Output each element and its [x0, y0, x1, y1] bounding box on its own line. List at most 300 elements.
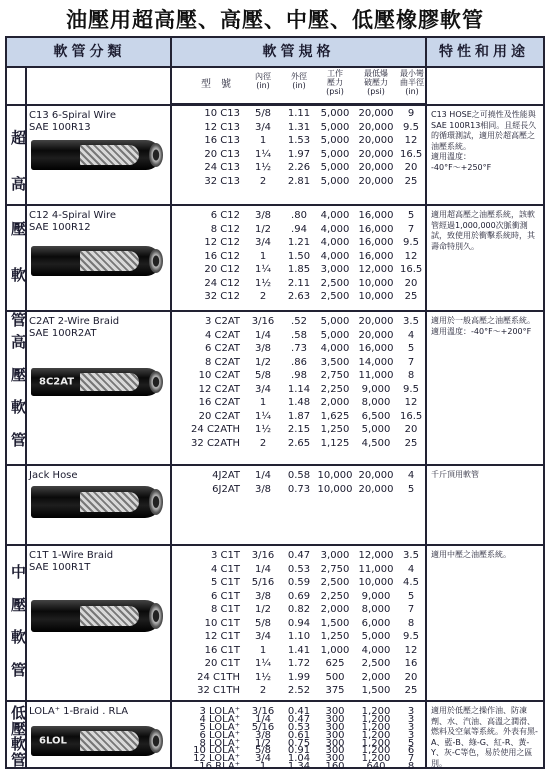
cell-od: 2.52	[287, 685, 311, 696]
cell-model: 10 LOLA⁺	[193, 745, 240, 757]
hose-braid	[80, 251, 139, 270]
hose-braid	[80, 731, 139, 750]
table-row	[172, 631, 425, 643]
hose-print-mark: 6LOL	[39, 735, 67, 747]
cell-model: 32 C1TH	[197, 685, 240, 696]
table-row	[172, 761, 425, 773]
cell-id: 1/4	[254, 470, 272, 481]
cell-model: 16 C2AT	[198, 397, 240, 408]
cell-id: 1¼	[254, 410, 272, 422]
cell-od: .58	[291, 329, 307, 341]
cell-od: 2.15	[287, 424, 311, 435]
table-row	[172, 672, 425, 684]
cell-id: 1/4	[254, 563, 272, 575]
cell-wp: 300	[325, 721, 345, 733]
cell-wp: 5,000	[320, 175, 350, 187]
table-row	[172, 645, 425, 657]
cell-bend: 25	[404, 685, 418, 696]
cell-od: 0.91	[287, 745, 311, 757]
cell-bp: 20,000	[358, 108, 394, 119]
cell-model: 6 LOLA⁺	[199, 729, 240, 741]
cell-wp: 1,000	[320, 644, 350, 656]
cell-wp: 10,000	[317, 470, 353, 481]
cell-bp: 4,500	[361, 437, 391, 449]
cell-id: 3/16	[251, 706, 275, 717]
cell-wp: 2,500	[320, 577, 350, 588]
cell-bp: 640	[366, 761, 386, 773]
cell-bend: 4.5	[403, 577, 419, 588]
cell-bend: 4	[407, 563, 415, 575]
cell-wp: 3,000	[320, 264, 350, 275]
cell-id: 3/4	[254, 383, 272, 395]
table-row	[172, 685, 425, 697]
hose-end	[149, 143, 163, 167]
cell-id: 3/4	[254, 237, 272, 248]
cell-model: 6 C12	[210, 210, 240, 221]
cell-bend: 3	[407, 721, 415, 733]
cell-bp: 1,200	[361, 753, 391, 765]
table-row	[172, 370, 425, 382]
cell-id: 1/4	[254, 713, 272, 725]
cell-model: 6 C1T	[211, 590, 240, 602]
cell-model: 5 LOLA⁺	[199, 721, 240, 733]
cell-id: 1	[259, 250, 267, 262]
spec-rows	[172, 106, 425, 206]
cell-bend: 12	[404, 135, 418, 146]
cell-od: 1.99	[287, 671, 311, 683]
cell-od: 0.47	[287, 713, 311, 725]
cell-bp: 12,000	[358, 264, 394, 275]
table-row	[172, 384, 425, 396]
hose-image	[31, 246, 161, 276]
cell-od: 1.34	[287, 761, 311, 773]
cell-od: .86	[291, 356, 307, 368]
cell-bend: 3	[407, 706, 415, 717]
cell-wp: 2,750	[320, 563, 350, 575]
cell-id: 1½	[254, 424, 272, 435]
cell-bp: 16,000	[358, 237, 394, 248]
cell-bp: 20,000	[358, 175, 394, 187]
cell-id: 5/8	[254, 617, 272, 629]
usage-note: 千斤頂用軟管	[431, 470, 479, 479]
cell-wp: 1,125	[320, 437, 350, 449]
cell-od: 1.41	[287, 644, 311, 656]
page-title: 油壓用超高壓、高壓、中壓、低壓橡膠軟管	[66, 8, 484, 32]
hose-type-name: LOLA⁺ 1-Braid . RLA	[29, 706, 129, 717]
cell-bp: 1,200	[361, 745, 391, 757]
cell-bend: 9.5	[403, 631, 419, 642]
col-model: 型 號	[201, 79, 231, 90]
hose-section	[7, 204, 543, 310]
cell-model: 4 C2AT	[204, 329, 240, 341]
cell-id: 1/4	[254, 329, 272, 341]
cell-od: 1.04	[287, 753, 311, 765]
cell-bend: 3.5	[403, 316, 419, 327]
table-row	[172, 237, 425, 249]
col-od: 外徑 (in)	[291, 72, 307, 90]
cell-model: 12 C1T	[204, 631, 240, 642]
hose-image	[31, 486, 161, 518]
cell-wp: 1,250	[320, 424, 350, 435]
cell-wp: 300	[325, 713, 345, 725]
cell-model: 32 C12	[204, 291, 240, 302]
cell-bp: 5,000	[361, 631, 391, 642]
table-row	[172, 278, 425, 290]
cell-wp: 300	[325, 753, 345, 765]
cell-model: 6J2AT	[212, 483, 240, 495]
cell-bend: 9.5	[403, 237, 419, 248]
cell-od: 0.75	[287, 737, 311, 749]
cell-model: 10 C13	[204, 108, 240, 119]
pressure-class-label: 低壓軟管	[11, 704, 27, 769]
cell-bp: 20,000	[358, 135, 394, 146]
cell-id: 3/8	[254, 729, 272, 741]
cell-bp: 20,000	[358, 470, 394, 481]
cell-od: 1.53	[287, 135, 311, 146]
cell-wp: 2,250	[320, 383, 350, 395]
cell-od: 1.48	[287, 397, 311, 408]
hose-end	[149, 489, 163, 515]
cell-bend: 9	[407, 108, 415, 119]
cell-model: 5 C1T	[211, 577, 240, 588]
cell-wp: 4,000	[320, 223, 350, 235]
col-wp: 工作 壓力 (psi)	[326, 69, 344, 96]
table-row	[172, 264, 425, 276]
pressure-class-label: 高壓軟管	[11, 333, 27, 449]
hose-image	[31, 726, 161, 756]
cell-model: 12 C13	[204, 121, 240, 133]
cell-od: 1.72	[287, 658, 311, 669]
hose-type-name: Jack Hose	[29, 470, 78, 481]
cell-bp: 16,000	[358, 223, 394, 235]
cell-bend: 9.5	[403, 383, 419, 395]
cell-bp: 14,000	[358, 356, 394, 368]
cell-od: 1.87	[287, 410, 311, 422]
cell-od: 1.97	[287, 148, 311, 160]
cell-bp: 8,000	[361, 397, 391, 408]
cell-bend: 5	[407, 483, 415, 495]
table-row	[172, 411, 425, 423]
cell-id: 5/16	[251, 577, 275, 588]
cell-wp: 10,000	[317, 483, 353, 495]
cell-wp: 2,000	[320, 604, 350, 615]
cell-bend: 4	[407, 329, 415, 341]
cell-od: 0.73	[287, 483, 311, 495]
cell-bp: 20,000	[358, 483, 394, 495]
cell-bp: 6,000	[361, 617, 391, 629]
table-row	[172, 604, 425, 616]
cell-bend: 6	[407, 745, 415, 757]
spec-rows	[172, 546, 425, 702]
cell-bp: 11,000	[358, 563, 394, 575]
cell-id: 3/16	[251, 316, 275, 327]
cell-id: 1½	[254, 277, 272, 289]
usage-note: 適用中壓之油壓系統。	[431, 550, 511, 559]
cell-model: 12 LOLA⁺	[193, 753, 240, 765]
cell-od: 1.11	[287, 108, 311, 119]
cell-bp: 20,000	[358, 148, 394, 160]
cell-model: 24 C1TH	[197, 671, 240, 683]
hose-type-name: C12 4-Spiral Wire SAE 100R12	[29, 210, 117, 233]
cell-id: 5/8	[254, 108, 272, 119]
cell-bend: 7	[407, 223, 415, 235]
cell-id: 1½	[254, 671, 272, 683]
table-row	[172, 470, 425, 482]
table-row	[172, 343, 425, 355]
cell-model: 3 LOLA⁺	[199, 706, 240, 717]
cell-model: 16 C1T	[204, 644, 240, 656]
hose-image	[31, 600, 161, 632]
cell-wp: 3,000	[320, 550, 350, 561]
cell-wp: 625	[325, 658, 345, 669]
table-row	[172, 162, 425, 174]
hose-end	[149, 371, 163, 393]
cell-model: 8 C12	[210, 223, 240, 235]
cell-wp: 300	[325, 729, 345, 741]
cell-od: 1.14	[287, 383, 311, 395]
cell-id: 3/8	[254, 483, 272, 495]
hose-section	[7, 700, 543, 773]
cell-wp: 300	[325, 706, 345, 717]
cell-id: 3/4	[254, 121, 272, 133]
hose-print-mark: 8C2AT	[39, 376, 75, 388]
cell-id: 1	[259, 135, 267, 146]
cell-model: 4J2AT	[212, 470, 240, 481]
table-row	[172, 577, 425, 589]
table-row	[172, 224, 425, 236]
hose-braid	[80, 373, 139, 391]
cell-wp: 300	[325, 737, 345, 749]
usage-note: 適用於低壓之操作油、防凍劑、水、汽油、高溫之潤滑、燃料及空氣等系統。外表有黑-A、藍-B、綠-G、紅-R、黃-Y、灰-C等色，易於使用之區別。	[431, 706, 538, 768]
cell-od: 2.65	[287, 437, 311, 449]
header-spec: 軟管規格	[172, 38, 425, 68]
cell-od: 1.21	[287, 237, 311, 248]
cell-bp: 10,000	[358, 577, 394, 588]
cell-model: 8 C2AT	[204, 356, 240, 368]
cell-bend: 25	[404, 437, 418, 449]
cell-model: 3 C1T	[211, 550, 240, 561]
cell-wp: 2,500	[320, 277, 350, 289]
cell-wp: 5,000	[320, 108, 350, 119]
cell-bp: 12,000	[358, 550, 394, 561]
cell-bend: 25	[404, 291, 418, 302]
cell-od: .73	[291, 343, 307, 354]
cell-bend: 5	[407, 737, 415, 749]
cell-wp: 4,000	[320, 343, 350, 354]
table-row	[172, 424, 425, 436]
spec-rows	[172, 312, 425, 466]
table-row	[172, 251, 425, 263]
cell-bp: 16,000	[358, 250, 394, 262]
cell-od: .52	[291, 316, 307, 327]
cell-bend: 16.5	[400, 264, 423, 275]
cell-model: 8 LOLA⁺	[199, 737, 240, 749]
cell-bend: 12	[404, 250, 418, 262]
cell-bp: 1,200	[361, 721, 391, 733]
cell-od: 2.26	[287, 162, 311, 173]
table-row	[172, 316, 425, 328]
cell-wp: 1,500	[320, 617, 350, 629]
hose-end	[149, 603, 163, 629]
cell-od: 0.94	[287, 617, 311, 629]
cell-od: 0.53	[287, 721, 311, 733]
cell-bend: 8	[407, 370, 415, 381]
hose-image	[31, 140, 161, 170]
cell-wp: 5,000	[320, 148, 350, 160]
cell-wp: 5,000	[320, 162, 350, 173]
header-usage: 特性和用途	[425, 38, 543, 68]
cell-id: 3/4	[254, 631, 272, 642]
cell-od: .80	[291, 210, 307, 221]
table-row	[172, 357, 425, 369]
cell-model: 16 RLA⁺	[199, 761, 240, 773]
cell-bp: 1,200	[361, 737, 391, 749]
cell-od: 0.69	[287, 590, 311, 602]
cell-od: 1.50	[287, 250, 311, 262]
col-id: 內徑 (in)	[255, 72, 271, 90]
cell-wp: 500	[325, 671, 345, 683]
table-row	[172, 397, 425, 409]
table-row	[172, 564, 425, 576]
cell-bend: 7	[407, 356, 415, 368]
cell-wp: 160	[325, 761, 345, 773]
cell-id: 3/16	[251, 550, 275, 561]
cell-wp: 1,250	[320, 631, 350, 642]
cell-model: 24 C13	[204, 162, 240, 173]
cell-id: 5/8	[254, 745, 272, 757]
table-row	[172, 438, 425, 450]
cell-model: 6 C2AT	[204, 343, 240, 354]
hose-braid	[80, 492, 139, 512]
cell-model: 16 C12	[204, 250, 240, 262]
cell-bp: 20,000	[358, 121, 394, 133]
cell-wp: 5,000	[320, 121, 350, 133]
cell-bend: 9.5	[403, 121, 419, 133]
cell-bp: 10,000	[358, 277, 394, 289]
cell-od: 2.63	[287, 291, 311, 302]
hose-end	[149, 729, 163, 753]
cell-bp: 2,500	[361, 658, 391, 669]
pressure-class-label: 中壓軟管	[11, 563, 27, 679]
table-row	[172, 176, 425, 188]
header-category: 軟管分類	[7, 38, 172, 68]
cell-wp: 4,000	[320, 210, 350, 221]
hose-braid	[80, 145, 139, 164]
cell-model: 3 C2AT	[204, 316, 240, 327]
cell-model: 10 C1T	[204, 617, 240, 629]
cell-id: 1/2	[254, 604, 272, 615]
cell-wp: 1,625	[320, 410, 350, 422]
cell-bp: 1,500	[361, 685, 391, 696]
cell-od: 1.31	[287, 121, 311, 133]
cell-bend: 16.5	[400, 410, 423, 422]
hose-section	[7, 464, 543, 544]
cell-model: 4 C1T	[211, 563, 240, 575]
cell-id: 1½	[254, 162, 272, 173]
col-bp: 最低爆 破壓力 (psi)	[364, 69, 388, 96]
cell-bp: 1,200	[361, 729, 391, 741]
cell-bend: 3	[407, 729, 415, 741]
cell-model: 12 C2AT	[198, 383, 240, 395]
hose-section	[7, 544, 543, 700]
cell-wp: 2,000	[320, 397, 350, 408]
cell-od: 0.59	[287, 577, 311, 588]
cell-bp: 6,500	[361, 410, 391, 422]
cell-id: 1¼	[254, 264, 272, 275]
cell-od: 0.58	[287, 470, 311, 481]
cell-id: 5/8	[254, 370, 272, 381]
spec-rows	[172, 466, 425, 546]
cell-id: 3/8	[254, 590, 272, 602]
table-row	[172, 108, 425, 120]
cell-model: 8 C1T	[211, 604, 240, 615]
cell-wp: 5,000	[320, 316, 350, 327]
cell-bend: 7	[407, 753, 415, 765]
cell-model: 20 C12	[204, 264, 240, 275]
cell-bp: 4,000	[361, 644, 391, 656]
cell-bp: 16,000	[358, 210, 394, 221]
cell-bp: 20,000	[358, 329, 394, 341]
cell-bp: 1,200	[361, 706, 391, 717]
hose-braid	[80, 606, 139, 626]
cell-od: 0.47	[287, 550, 311, 561]
hose-image	[31, 368, 161, 396]
hose-section	[7, 310, 543, 464]
cell-od: 0.61	[287, 729, 311, 741]
hose-type-name: C1T 1-Wire Braid SAE 100R1T	[29, 550, 114, 573]
cell-od: 1.85	[287, 264, 311, 275]
cell-id: 1¼	[254, 148, 272, 160]
cell-model: 16 C13	[204, 135, 240, 146]
cell-model: 24 C12	[204, 277, 240, 289]
cell-bp: 5,000	[361, 424, 391, 435]
cell-id: 1	[259, 397, 267, 408]
col-bend: 最小彎 曲半徑 (in)	[400, 69, 424, 96]
table-row	[172, 135, 425, 147]
table-row	[172, 591, 425, 603]
cell-wp: 2,500	[320, 291, 350, 302]
usage-note: 適用超高壓之油壓系統，該軟管經過1,000,000次脈衝測試，致使用於衝擊系統時，其壽命特別久。	[431, 210, 535, 251]
usage-note: 適用於一般高壓之油壓系統。 適用溫度：-40°F～+200°F	[431, 316, 535, 336]
cell-id: 1¼	[254, 658, 272, 669]
cell-model: 10 C2AT	[198, 370, 240, 381]
hose-end	[149, 249, 163, 273]
cell-bend: 3	[407, 713, 415, 725]
cell-wp: 375	[325, 685, 345, 696]
cell-bp: 10,000	[358, 291, 394, 302]
cell-model: 32 C2ATH	[191, 437, 240, 449]
cell-wp: 5,000	[320, 329, 350, 341]
table-row	[172, 149, 425, 161]
cell-model: 12 C12	[204, 237, 240, 248]
cell-od: 0.53	[287, 563, 311, 575]
cell-bp: 8,000	[361, 604, 391, 615]
cell-id: 2	[259, 437, 267, 449]
table-row	[172, 550, 425, 562]
cell-bend: 20	[404, 277, 418, 289]
cell-model: 24 C2ATH	[191, 424, 240, 435]
cell-od: .98	[291, 370, 307, 381]
table-row	[172, 122, 425, 134]
cell-id: 3/4	[254, 753, 272, 765]
cell-id: 2	[259, 175, 267, 187]
cell-bp: 16,000	[358, 343, 394, 354]
table-row	[172, 210, 425, 222]
cell-wp: 3,500	[320, 356, 350, 368]
cell-bend: 5	[407, 210, 415, 221]
cell-od: 0.82	[287, 604, 311, 615]
cell-od: 0.41	[287, 706, 311, 717]
